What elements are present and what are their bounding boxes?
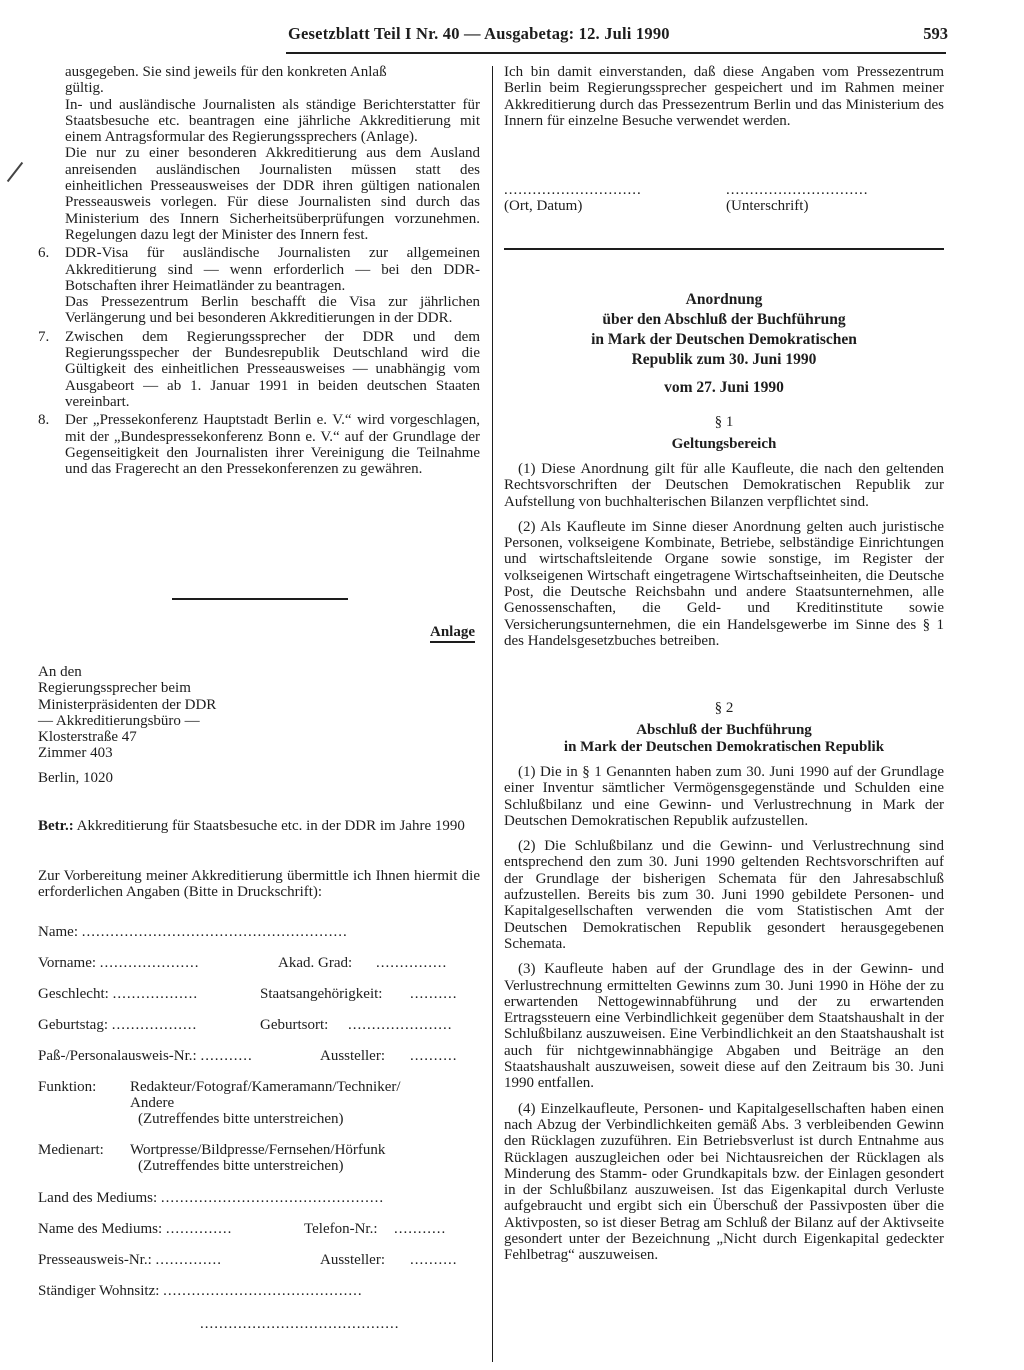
order-date: vom 27. Juni 1990 — [664, 379, 784, 396]
geburtstag-label: Geburtstag: — [38, 1017, 108, 1033]
land-label: Land des Mediums: — [38, 1190, 158, 1206]
telefon-field[interactable]: ........... — [394, 1221, 447, 1237]
section-number: § 2 — [714, 700, 734, 716]
geburtsort-field[interactable]: ...................... — [348, 1017, 453, 1033]
paragraph-journalists: In- und ausländische Journalisten als ständige Berichterstatter für Staatsbesuche etc. beantragen eine jährliche Akkreditierung mit einem Antragsformular des Regierungssprechers (Anlage). — [65, 96, 480, 146]
form-row-name — [38, 924, 480, 940]
subject-line — [38, 818, 480, 834]
order-title — [504, 290, 944, 398]
column-divider — [492, 66, 493, 1362]
pass-label: Paß-/Personalausweis-Nr.: — [38, 1048, 197, 1064]
address-line: Ministerpräsidenten der DDR — [38, 696, 217, 713]
geburtstag-field[interactable]: .................. — [111, 1017, 198, 1033]
page-number: 593 — [923, 24, 948, 43]
form-row-vorname — [38, 955, 480, 971]
item-number: 8. — [38, 412, 50, 429]
geburtsort-label: Geburtsort: — [260, 1017, 329, 1033]
margin-mark — [7, 162, 23, 182]
consent-text: Ich bin damit einverstanden, daß diese Angaben vom Pressezentrum Berlin beim Regierungssprecher gespeichert und im Rahmen meiner Akkreditierung durch das Pressezentrum Berlin und das Ministerium des Innern für einzelne Besuche verwendet werden. — [504, 64, 944, 129]
form-row-funktion — [38, 1079, 480, 1095]
geschlecht-label: Geschlecht: — [38, 986, 109, 1002]
section-title-line: in Mark der Deutschen Demokratischen Republik — [563, 738, 885, 755]
form-row-name-medium — [38, 1221, 480, 1237]
telefon-label: Telefon-Nr.: — [304, 1221, 378, 1237]
s2-paragraph-3: (3) Kaufleute haben auf der Grundlage des in der Gewinn- und Verlustrechnung ermittelten Gewinns zum 30. Juni 1990 in Höhe der zu erwartenden Nettogewinnabführung und der zu erwartenden Ertragssteuern eine Verbindlichkeit gegenüber dem Staatshaushalt in der Schlußbilanz auszuweisen. Eine Verbindlichkeit an den Staatshaushalt ist auch für nichtgewinnabhängige Abgaben und Beiträge an den Staatshaushalt auszuweisen, soweit diese auf den Zeitraum bis 30. Juni 1990 entfallen. — [504, 961, 944, 1092]
aussteller-field[interactable]: .......... — [410, 1048, 458, 1064]
form-row-geburtstag — [38, 1017, 480, 1033]
left-column — [38, 64, 480, 477]
page-header — [276, 24, 956, 50]
accreditation-form — [38, 924, 480, 1344]
s2-paragraph-4: (4) Einzelkaufleute, Personen- und Kapitalgesellschaften haben einen nach Abzug der Verbindlichkeiten gemäß Abs. 3 verbleibenden Gewinn den Rücklagen zuzuführen. Ein Betriebsverlust ist durch Entnahme aus Rücklagen auszugleichen oder bei Nichtausreichen der Rücklagen als Minderung des Stamm- oder Grundkapitals bzw. der Einlagen gesondert in der Schlußbilanz auszuweisen. Ist das Eigenkapital durch Verluste aufgebraucht und ergibt sich ein Überschuß der Passivposten über die Aktivposten, so ist dieser Betrag am Schluß der Bilanz auf der Aktivseite gesondert unter der Bezeichnung „Nicht durch Eigenkapital gedeckter Fehlbetrag“ auszuweisen. — [504, 1100, 944, 1264]
subject-label: Betr.: — [38, 818, 74, 834]
aussteller2-field[interactable]: .......... — [410, 1252, 458, 1268]
section-rule — [172, 598, 348, 600]
lead-line-2: gültig. — [65, 80, 104, 97]
form-row-land — [38, 1190, 480, 1206]
paragraph-special: Die nur zu einer besonderen Akkreditierung aus dem Ausland anreisenden ausländischen Journalisten müssen statt des einheitlichen Presseausweises der DDR ihren gültigen nationalen Presseausweis vorlegen. Für diese Journalisten sind durch das Ministerium des Innern Sicherheitsüberprüfungen vorzunehmen. Regelungen dazu legt der Minister des Innern fest. — [65, 145, 480, 243]
form-row-medienart — [38, 1142, 480, 1158]
item-number: 6. — [38, 245, 50, 262]
signature-label: (Unterschrift) — [726, 198, 809, 214]
place-date-label: (Ort, Datum) — [504, 198, 583, 214]
address-block — [38, 664, 338, 786]
geschlecht-field[interactable]: .................. — [112, 986, 199, 1002]
form-row-pass — [38, 1048, 480, 1064]
address-line: Klosterstraße 47 — [38, 729, 137, 746]
staatsangehoerigkeit-label: Staatsangehörigkeit: — [260, 986, 383, 1002]
section-rule — [504, 248, 944, 250]
vorname-label: Vorname: — [38, 955, 97, 971]
wohnsitz-field[interactable]: .......................................... — [163, 1283, 363, 1299]
right-column — [504, 64, 944, 1364]
name-field[interactable]: ........................................................ — [81, 924, 348, 940]
section-1-heading — [504, 414, 944, 453]
form-row-geschlecht — [38, 986, 480, 1002]
address-city: Berlin, 1020 — [38, 769, 113, 786]
wohnsitz-field-2[interactable]: .......................................... — [200, 1316, 400, 1332]
item-text: DDR-Visa für ausländische Journalisten zur allgemeinen Akkreditierung sind — wenn erforderlich — bei den DDR-Botschaften ihrer Heimatländer zu beantragen. — [65, 245, 480, 294]
pass-field[interactable]: ........... — [200, 1048, 253, 1064]
form-row-wohnsitz — [38, 1283, 480, 1299]
medienart-label: Medienart: — [38, 1142, 104, 1158]
signature-field[interactable]: .............................. — [726, 182, 869, 198]
form-intro: Zur Vorbereitung meiner Akkreditierung übermittle ich Ihnen hiermit die erforderlichen Angaben (Bitte in Druckschrift): — [38, 868, 480, 901]
medienart-hint: (Zutreffendes bitte unterstreichen) — [138, 1158, 344, 1174]
header-rule — [286, 52, 946, 54]
anlage-label: Anlage — [430, 624, 480, 640]
address-line: — Akkreditierungsbüro — — [38, 712, 200, 729]
akad-grad-field[interactable]: ............... — [376, 955, 448, 971]
aussteller-label: Aussteller: — [320, 1048, 385, 1064]
address-line: An den — [38, 664, 82, 680]
list-item — [38, 245, 480, 326]
name-label: Name: — [38, 924, 78, 940]
item-number: 7. — [38, 328, 50, 345]
address-line: Zimmer 403 — [38, 745, 113, 762]
funktion-option-andere[interactable]: Andere — [130, 1095, 175, 1111]
section-1-body — [504, 461, 944, 649]
order-title-line: Republik zum 30. Juni 1990 — [631, 351, 817, 368]
funktion-options[interactable]: Redakteur/Fotograf/Kameramann/Techniker/ — [130, 1079, 401, 1095]
s2-paragraph-1: (1) Die in § 1 Genannten haben zum 30. Juni 1990 auf der Grundlage einer Inventur sämtlicher Vermögensgegenstände und Schulden eine Schlußbilanz und eine Gewinn- und Verlustrechnung in Mark der Deutschen Demokratischen Republik aufzustellen. — [504, 764, 944, 829]
address-line: Regierungssprecher beim — [38, 680, 191, 697]
item-text-2: Das Pressezentrum Berlin beschafft die Visa zur jährlichen Verlängerung und bei besonderen Akkreditierungen in der DDR. — [65, 294, 480, 327]
section-2-body — [504, 764, 944, 1264]
order-title-line: über den Abschluß der Buchführung — [602, 311, 846, 328]
s1-paragraph-2: (2) Als Kaufleute im Sinne dieser Anordnung gelten auch juristische Personen, volkseigene Kombinate, Betriebe, selbständige Einrichtungen und wirtschaftsleitende Organe sowie sonstige, im Register der volkseigenen Wirtschaft eingetragene Wirtschaftseinheiten, die Deutsche Post, die Deutsche Reichsbahn und andere Staatsunternehmen, alle Genossenschaften, die Geld- und Kreditinstitute sowie Versicherungsunternehmen, die ein Handelsgewerbe im Sinne des § 1 des Handelsgesetzbuches betreiben. — [504, 518, 944, 649]
medienart-options[interactable]: Wortpresse/Bildpresse/Fernsehen/Hörfunk — [130, 1142, 386, 1158]
presseausweis-label: Presseausweis-Nr.: — [38, 1252, 152, 1268]
place-date-field[interactable]: ............................. — [504, 182, 642, 198]
item-text: Der „Pressekonferenz Hauptstadt Berlin e. V.“ wird vorgeschlagen, mit der „Bundespressekonferenz Bonn e. V.“ auf der Grundlage der Gegenseitigkeit den Journalisten ihrer Vereinigung die Teilnahme und das Fragerecht an den Pressekonferenzen zu gewähren. — [65, 412, 480, 478]
order-title-line: in Mark der Deutschen Demokratischen — [591, 331, 857, 348]
list-item — [38, 329, 480, 410]
presseausweis-field[interactable]: .............. — [155, 1252, 222, 1268]
akad-grad-label: Akad. Grad: — [278, 955, 353, 971]
wohnsitz-label: Ständiger Wohnsitz: — [38, 1283, 160, 1299]
aussteller2-label: Aussteller: — [320, 1252, 385, 1268]
list-item — [38, 412, 480, 477]
subject-text: Akkreditierung für Staatsbesuche etc. in der DDR im Jahre 1990 — [76, 818, 465, 834]
section-title: Geltungsbereich — [671, 436, 777, 453]
funktion-label: Funktion: — [38, 1079, 97, 1095]
land-field[interactable]: ............................................... — [160, 1190, 385, 1206]
order-title-line: Anordnung — [685, 291, 763, 308]
section-2-heading — [504, 700, 944, 755]
funktion-hint: (Zutreffendes bitte unterstreichen) — [138, 1111, 344, 1127]
s1-paragraph-1: (1) Diese Anordnung gilt für alle Kaufleute, die nach den geltenden Rechtsvorschriften der Deutschen Demokratischen Republik zur Aufstellung von buchhalterischen Bilanzen verpflichtet sind. — [504, 461, 944, 510]
name-medium-field[interactable]: .............. — [165, 1221, 233, 1237]
lead-line-1: ausgegeben. Sie sind jeweils für den konkreten Anlaß — [65, 64, 387, 80]
vorname-field[interactable]: ..................... — [99, 955, 200, 971]
form-row-presseausweis — [38, 1252, 480, 1268]
header-title: Gesetzblatt Teil I Nr. 40 — Ausgabetag: 12. Juli 1990 — [288, 24, 670, 43]
name-medium-label: Name des Mediums: — [38, 1221, 163, 1237]
section-number: § 1 — [714, 414, 734, 430]
item-text: Zwischen dem Regierungssprecher der DDR und dem Regierungsspecher der Bundesrepublik Deutschland wird die Gültigkeit des einheitlichen Presseausweises — unabhängig vom Ausgabeort — ab 1. Januar 1991 in beiden deutschen Staaten vereinbart. — [65, 328, 480, 410]
s2-paragraph-2: (2) Die Schlußbilanz und die Gewinn- und Verlustrechnung sind entsprechend den zum 30. Juni 1990 geltenden Rechtsvorschriften auf der Grundlage der bisherigen Schemata für den Jahresabschluß aufzustellen. Bereits bis zum 30. Juni 1990 gebildete Personen- und Kapitalgesellschaften verwenden die vom Statistischen Amt der Deutschen Demokratischen Republik gesondert herausgegebenen Schemata. — [504, 838, 944, 952]
staatsangehoerigkeit-field[interactable]: .......... — [410, 986, 458, 1002]
section-title-line: Abschluß der Buchführung — [636, 722, 812, 739]
